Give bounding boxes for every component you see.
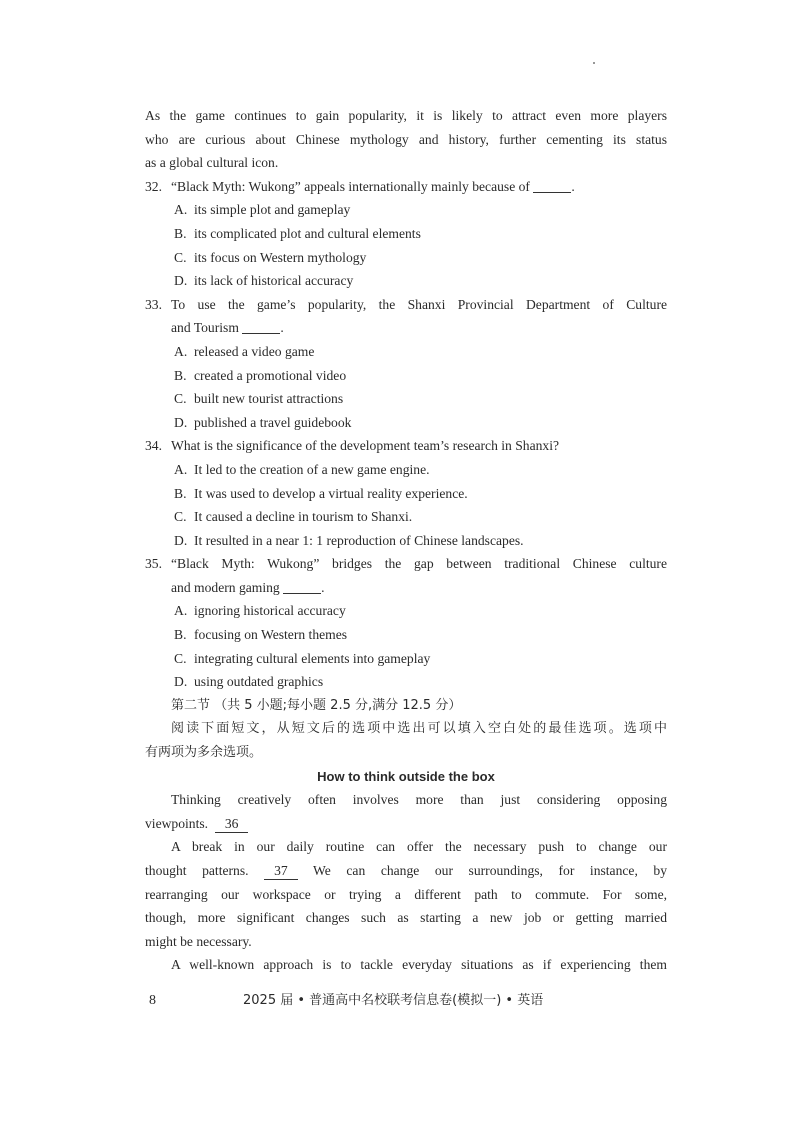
paragraph-line: We can change our surroundings, for instance, by — [313, 863, 668, 878]
option-text: ignoring historical accuracy — [194, 603, 346, 619]
answer-blank — [283, 579, 321, 594]
option-text: focusing on Western themes — [194, 627, 348, 643]
option-letter: B. — [174, 367, 187, 383]
page-footer — [145, 990, 667, 1012]
paragraph-line: viewpoints. — [145, 815, 209, 831]
question-35 — [145, 552, 667, 694]
option-letter: B. — [174, 225, 187, 241]
footer-text: 2025 届 • 普通高中名校联考信息卷(模拟一) • 英语 — [243, 993, 544, 1008]
paragraph-line: Thinking creatively often involves more than just considering opposing — [171, 792, 667, 808]
option-a[interactable] — [145, 340, 667, 364]
blank-37[interactable]: 37 — [264, 863, 298, 880]
question-stem: “Black Myth: Wukong” appeals internationally mainly because of — [171, 178, 530, 194]
paragraph-line: though, more significant changes such as starting a new job or getting married — [145, 910, 667, 926]
question-stem: and Tourism — [171, 320, 239, 336]
page-number: 8 — [149, 993, 156, 1008]
question-stem: “Black Myth: Wukong” bridges the gap between traditional Chinese culture — [171, 556, 667, 572]
question-32 — [145, 175, 667, 293]
paragraph-1 — [145, 788, 667, 835]
question-stem: What is the significance of the development team’s research in Shanxi? — [171, 438, 560, 454]
option-c[interactable] — [145, 505, 667, 529]
question-stem: and modern gaming — [171, 579, 280, 595]
page-content — [145, 104, 667, 977]
option-letter: C. — [174, 650, 187, 666]
option-a[interactable] — [145, 198, 667, 222]
stem-end: . — [280, 320, 284, 336]
option-letter: C. — [174, 391, 187, 407]
option-text: using outdated graphics — [194, 674, 324, 690]
section-two — [145, 694, 667, 977]
passage-line: who are curious about Chinese mythology and history, further cementing its status — [145, 131, 667, 147]
option-letter: B. — [174, 627, 187, 643]
option-c[interactable] — [145, 246, 667, 270]
option-text: published a travel guidebook — [194, 414, 352, 430]
question-33 — [145, 293, 667, 435]
option-text: It resulted in a near 1: 1 reproduction of Chinese landscapes. — [194, 532, 524, 548]
option-text: its simple plot and gameplay — [194, 202, 351, 218]
option-c[interactable] — [145, 387, 667, 411]
option-letter: A. — [174, 603, 188, 619]
option-letter: A. — [174, 343, 188, 359]
passage-title: How to think outside the box — [317, 768, 495, 784]
section-instruction: 阅读下面短文，从短文后的选项中选出可以填入空白处的最佳选项。选项中 — [171, 721, 667, 737]
paragraph-line: might be necessary. — [145, 933, 252, 949]
option-letter: D. — [174, 674, 188, 690]
option-text: created a promotional video — [194, 367, 347, 383]
blank-36[interactable]: 36 — [215, 816, 249, 833]
option-text: It was used to develop a virtual reality experience. — [194, 485, 468, 501]
option-b[interactable] — [145, 364, 667, 388]
option-letter: D. — [174, 414, 188, 430]
option-text: its complicated plot and cultural elements — [194, 225, 421, 241]
option-d[interactable] — [145, 670, 667, 694]
option-letter: D. — [174, 273, 188, 289]
passage-line: As the game continues to gain popularity, it is likely to attract even more players — [145, 108, 667, 123]
passage-ending — [145, 104, 667, 175]
question-number: 33. — [145, 296, 162, 312]
section-heading: 第二节 （共 5 小题;每小题 2.5 分,满分 12.5 分） — [171, 697, 462, 713]
scan-speck — [593, 62, 595, 64]
option-d[interactable] — [145, 411, 667, 435]
option-text: its lack of historical accuracy — [194, 273, 354, 289]
option-b[interactable] — [145, 623, 667, 647]
option-d[interactable] — [145, 269, 667, 293]
option-letter: B. — [174, 485, 187, 501]
answer-blank — [533, 178, 571, 193]
option-c[interactable] — [145, 647, 667, 671]
option-letter: C. — [174, 249, 187, 265]
option-letter: D. — [174, 532, 188, 548]
option-b[interactable] — [145, 222, 667, 246]
option-letter: C. — [174, 509, 187, 525]
stem-end: . — [321, 579, 325, 595]
option-text: released a video game — [194, 343, 315, 359]
option-a[interactable] — [145, 599, 667, 623]
option-a[interactable] — [145, 458, 667, 482]
option-letter: A. — [174, 461, 188, 477]
section-instruction: 有两项为多余选项。 — [145, 745, 263, 761]
paragraph-line: A break in our daily routine can offer the necessary push to change our — [171, 839, 667, 855]
option-text: integrating cultural elements into gameplay — [194, 650, 431, 666]
option-b[interactable] — [145, 482, 667, 506]
question-number: 35. — [145, 556, 162, 572]
question-34 — [145, 434, 667, 552]
paragraph-3 — [145, 953, 667, 977]
paragraph-line: A well-known approach is to tackle everyday situations as if experiencing them — [171, 957, 667, 973]
answer-blank — [242, 319, 280, 334]
paragraph-line: rearranging our workspace or trying a different path to commute. For some, — [145, 886, 667, 902]
question-number: 34. — [145, 438, 162, 454]
option-text: its focus on Western mythology — [194, 249, 367, 265]
passage-line: as a global cultural icon. — [145, 155, 279, 171]
question-number: 32. — [145, 178, 162, 194]
option-text: It led to the creation of a new game engine. — [194, 461, 430, 477]
option-d[interactable] — [145, 529, 667, 553]
option-text: built new tourist attractions — [194, 391, 344, 407]
question-stem: To use the game’s popularity, the Shanxi Provincial Department of Culture — [171, 296, 667, 312]
paragraph-line: thought patterns. — [145, 863, 249, 878]
stem-end: . — [571, 178, 575, 194]
option-text: It caused a decline in tourism to Shanxi. — [194, 509, 413, 525]
option-letter: A. — [174, 202, 188, 218]
paragraph-2 — [145, 835, 667, 953]
